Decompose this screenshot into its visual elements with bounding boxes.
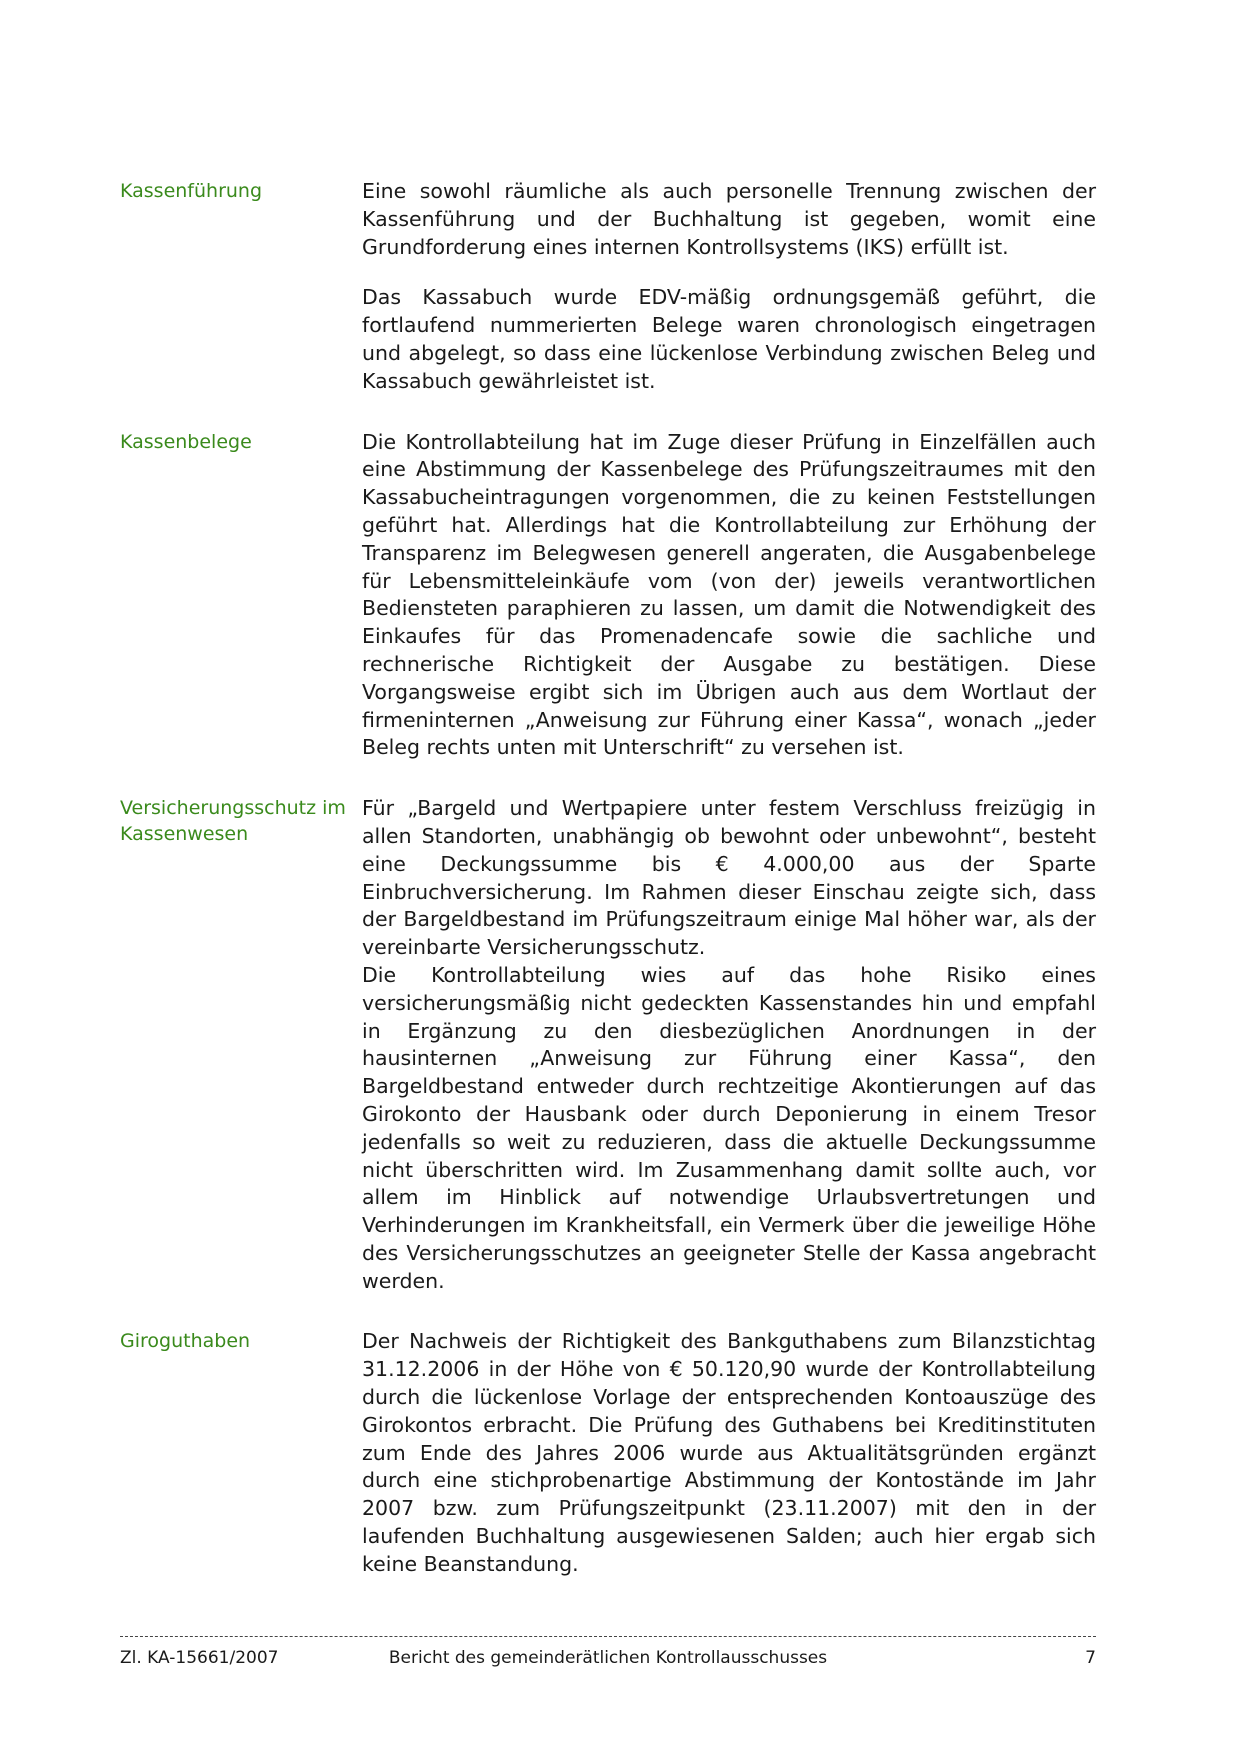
paragraph: Der Nachweis der Richtigkeit des Bankguthabens zum Bilanzstichtag 31.12.2006 in der Höhe von € 50.120,90 wurde der Kontrollabteilung durch die lückenlose Vorlage der entsprechenden Kontoauszüge des Girokontos erbracht. Die Prüfung des Guthabens bei Kreditinstituten zum Ende des Jahres 2006 wurde aus Aktualitätsgründen ergänzt durch eine stichprobenartige Abstimmung der Kontostände im Jahr 2007 bzw. zum Prüfungszeitpunkt (23.11.2007) mit den in der laufenden Buchhaltung ausgewiesenen Salden; auch hier ergab sich keine Beanstandung. <box>362 1329 1096 1576</box>
section-text <box>362 1328 1096 1578</box>
document-body <box>120 178 1096 1579</box>
paragraph: Die Kontrollabteilung wies auf das hohe Risiko eines versicherungsmäßig nicht gedeckten Kassenstandes hin und empfahl in Ergänzung zu den diesbezüglichen Anordnungen in der hausinternen „Anweisung zur Führung einer Kassa“, den Bargeldbestand entweder durch rechtzeitige Akontierungen auf das Girokonto der Hausbank oder durch Deponierung in einem Tresor jedenfalls so weit zu reduzieren, dass die aktuelle Deckungssumme nicht überschritten wird. Im Zusammenhang damit sollte auch, vor allem im Hinblick auf notwendige Urlaubsvertretungen und Verhinderungen im Krankheitsfall, ein Vermerk über die jeweilige Höhe des Versicherungsschutzes an geeigneter Stelle der Kassa angebracht werden. <box>362 962 1096 1293</box>
section-giroguthaben <box>120 1328 1096 1578</box>
section-label: Kassenbelege <box>120 430 252 453</box>
section-versicherungsschutz <box>120 795 1096 1295</box>
paragraph: Die Kontrollabteilung hat im Zuge dieser Prüfung in Einzelfällen auch eine Abstimmung der Kassenbelege des Prüfungszeitraumes mit den Kassabucheintragungen vorgenommen, die zu keinen Feststellungen geführt hat. Allerdings hat die Kontrollabteilung zur Erhöhung der Transparenz im Belegwesen generell angeraten, die Ausgabenbelege für Lebensmitteleinkäufe vom (von der) jeweils verantwortlichen Bediensteten paraphieren zu lassen, um damit die Notwendigkeit des Einkaufes für das Promenadencafe sowie die sachliche und rechnerische Richtigkeit der Ausgabe zu bestätigen. Diese Vorgangsweise ergibt sich im Übrigen auch aus dem Wortlaut der firmeninternen „Anweisung zur Führung einer Kassa“, wonach „jeder Beleg rechts unten mit Unterschrift“ zu versehen ist. <box>362 429 1096 760</box>
section-kassenbelege <box>120 429 1096 763</box>
section-label: Kassenführung <box>120 180 263 202</box>
footer-row <box>120 1645 1096 1671</box>
footer-divider <box>120 1636 1096 1637</box>
page-footer <box>120 1636 1096 1671</box>
footer-reference: Zl. KA-15661/2007 <box>120 1648 279 1668</box>
section-text <box>362 178 1096 396</box>
page-number: 7 <box>1085 1648 1096 1668</box>
section-label: Giroguthaben <box>120 1330 251 1353</box>
section-text <box>362 795 1096 1295</box>
section-kassenfuehrung <box>120 178 1096 396</box>
footer-title: Bericht des gemeinderätlichen Kontrollausschusses <box>388 1648 828 1668</box>
section-label: Versicherungsschutz im Kassenwesen <box>120 797 346 846</box>
paragraph: Für „Bargeld und Wertpapiere unter festem Verschluss freizügig in allen Standorten, unabhängig ob bewohnt oder unbewohnt“, besteht eine Deckungssumme bis € 4.000,00 aus der Sparte Einbruchversicherung. Im Rahmen dieser Einschau zeigte sich, dass der Bargeldbestand im Prüfungszeitraum einige Mal höher war, als der vereinbarte Versicherungsschutz. <box>362 796 1096 960</box>
section-text <box>362 429 1096 763</box>
paragraph: Eine sowohl räumliche als auch personelle Trennung zwischen der Kassenführung und der Buchhaltung ist gegeben, womit eine Grundforderung eines internen Kontrollsystems (IKS) erfüllt ist. <box>362 179 1096 259</box>
paragraph: Das Kassabuch wurde EDV-mäßig ordnungsgemäß geführt, die fortlaufend nummerierten Belege waren chronologisch eingetragen und abgelegt, so dass eine lückenlose Verbindung zwischen Beleg und Kassabuch gewährleistet ist. <box>362 285 1096 393</box>
